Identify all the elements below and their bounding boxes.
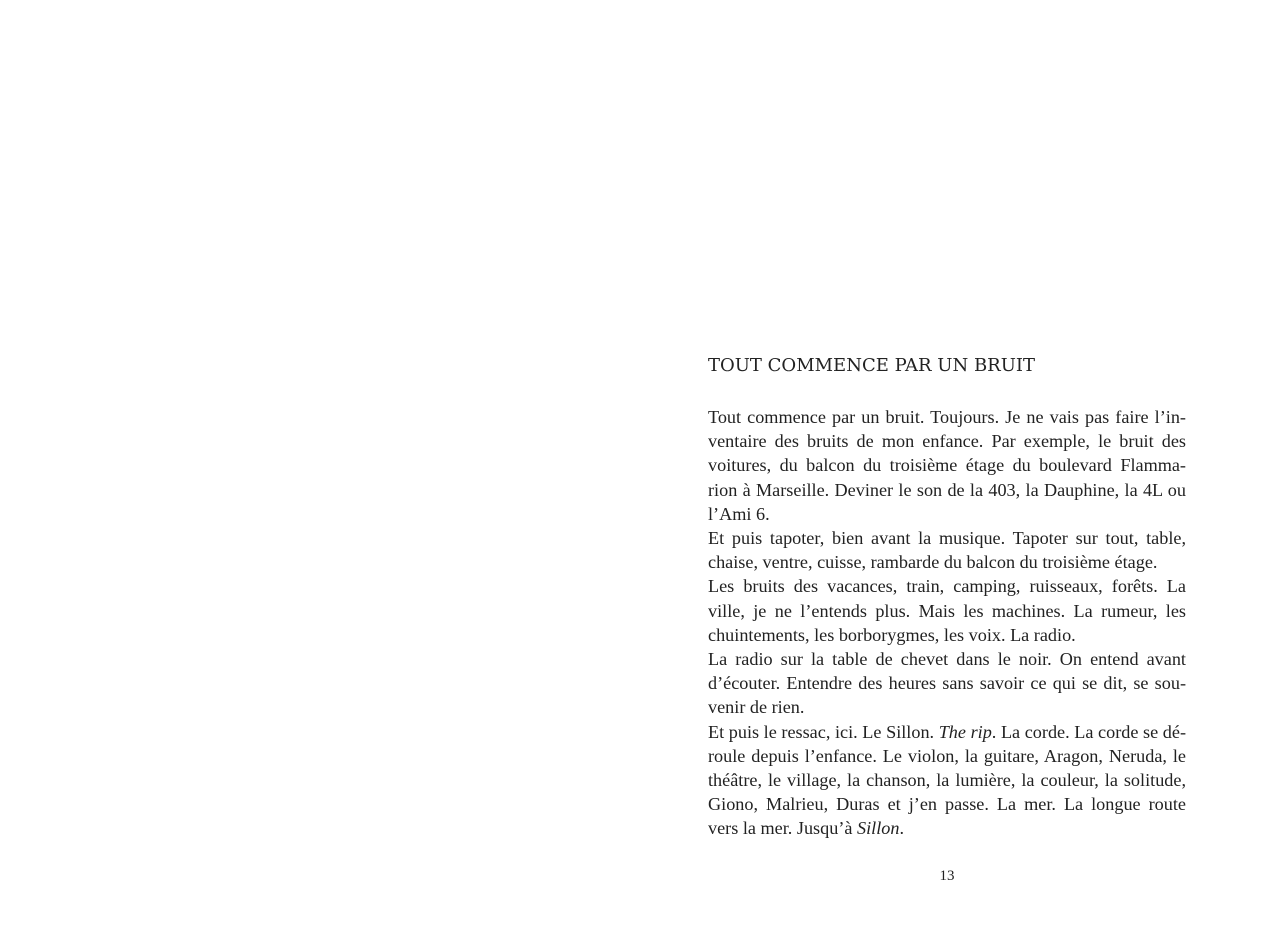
- text-line: [708, 816, 1186, 840]
- text-line: [708, 768, 1186, 792]
- text-line: [708, 695, 1186, 719]
- body-text: [708, 405, 1186, 841]
- paragraph: [708, 405, 1186, 526]
- text-line: [708, 623, 1186, 647]
- page-number: 13: [939, 868, 955, 884]
- text-line: [708, 429, 1186, 453]
- text-segment: venir de rien.: [708, 697, 805, 718]
- text-segment: chuintements, les borborygmes, les voix. La radio.: [708, 624, 1076, 645]
- text-line: [708, 574, 1186, 598]
- text-segment: . La corde. La corde se dé-: [991, 721, 1186, 742]
- chapter-title: TOUT COMMENCE PAR UN BRUIT: [708, 355, 1036, 376]
- text-segment: Les bruits des vacances, train, camping, ruisseaux, forêts. La: [708, 576, 1186, 597]
- italic-text: The rip: [938, 721, 992, 742]
- text-line: [708, 405, 1186, 429]
- paragraph: [708, 720, 1186, 841]
- paragraph: [708, 574, 1186, 647]
- text-segment: d’écouter. Entendre des heures sans savoir ce qui se dit, se sou-: [708, 673, 1186, 694]
- text-line: [708, 744, 1186, 768]
- text-segment: théâtre, le village, la chanson, la lumière, la couleur, la solitude,: [708, 770, 1186, 791]
- text-line: [708, 478, 1186, 502]
- text-segment: Giono, Malrieu, Duras et j’en passe. La mer. La longue route: [708, 794, 1186, 815]
- text-line: [708, 526, 1186, 550]
- text-segment: .: [899, 818, 904, 839]
- text-segment: La radio sur la table de chevet dans le noir. On entend avant: [708, 649, 1186, 670]
- text-segment: Et puis tapoter, bien avant la musique. Tapoter sur tout, table,: [708, 528, 1186, 549]
- paragraph: [708, 526, 1186, 574]
- text-segment: vers la mer. Jusqu’à: [708, 818, 857, 839]
- right-page: [639, 0, 1278, 949]
- text-segment: voitures, du balcon du troisième étage du boulevard Flamma-: [708, 455, 1186, 476]
- text-line: [708, 792, 1186, 816]
- text-line: [708, 647, 1186, 671]
- text-segment: Et puis le ressac, ici. Le Sillon.: [708, 721, 939, 742]
- text-line: [708, 453, 1186, 477]
- text-segment: chaise, ventre, cuisse, rambarde du balcon du troisième étage.: [708, 552, 1158, 573]
- text-line: [708, 720, 1186, 744]
- text-line: [708, 502, 1186, 526]
- text-line: [708, 599, 1186, 623]
- text-segment: rion à Marseille. Deviner le son de la 403, la Dauphine, la 4L ou: [708, 479, 1186, 500]
- text-segment: ventaire des bruits de mon enfance. Par exemple, le bruit des: [708, 431, 1186, 452]
- italic-text: Sillon: [857, 818, 900, 839]
- paragraph: [708, 647, 1186, 720]
- text-segment: Tout commence par un bruit. Toujours. Je ne vais pas faire l’in-: [708, 407, 1186, 427]
- text-line: [708, 550, 1186, 574]
- text-segment: ville, je ne l’entends plus. Mais les machines. La rumeur, les: [708, 600, 1186, 621]
- text-segment: roule depuis l’enfance. Le violon, la guitare, Aragon, Neruda, le: [708, 745, 1186, 766]
- text-line: [708, 671, 1186, 695]
- text-segment: l’Ami 6.: [708, 503, 770, 524]
